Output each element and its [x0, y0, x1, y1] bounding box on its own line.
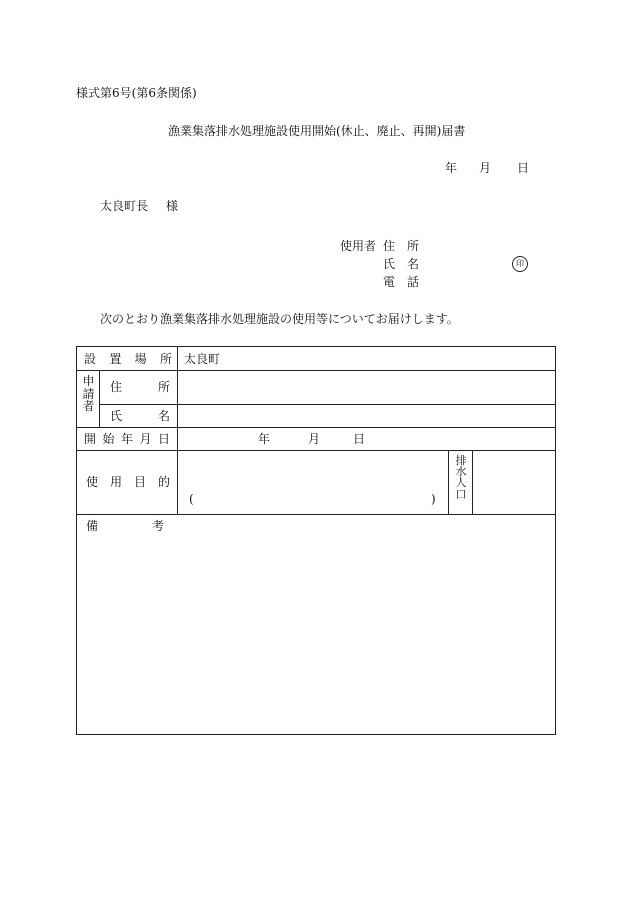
applicant-lead: 使用者 — [340, 239, 377, 253]
document-title: 漁業集落排水処理施設使用開始(休止、廃止、再開)届書 — [168, 124, 466, 138]
applicant-address-field[interactable] — [178, 371, 555, 404]
purpose-paren-close: ) — [431, 492, 436, 506]
applicant-block — [340, 237, 428, 291]
rule — [448, 450, 449, 514]
start-day-label: 日 — [353, 432, 366, 446]
addressee — [100, 200, 178, 212]
date-day-label: 日 — [517, 161, 530, 175]
applicant-name-field[interactable] — [178, 405, 555, 427]
start-month-label: 月 — [308, 432, 321, 446]
date-year-label: 年 — [445, 161, 458, 175]
drainage-population-label: 排 水 人 口 — [455, 454, 467, 501]
seal-mark: 印 — [512, 256, 528, 272]
applicant-section-label: 申 請 者 — [82, 374, 95, 414]
purpose-paren-open: ( — [189, 492, 194, 506]
applicant-address-label: 住 所 — [383, 239, 420, 253]
applicant-address-row-label: 住 所 — [110, 380, 170, 394]
date-month-label: 月 — [479, 161, 492, 175]
notification-form-table — [76, 346, 556, 735]
submission-date — [445, 162, 529, 174]
remarks-label: 備 考 — [86, 519, 164, 533]
rule — [99, 370, 100, 427]
purpose-label: 使 用 目 的 — [86, 475, 170, 489]
location-label: 設 置 場 所 — [84, 352, 172, 366]
applicant-name-row-label: 氏 名 — [110, 409, 170, 423]
intro-text: 次のとおり漁業集落排水処理施設の使用等についてお届けします。 — [100, 312, 459, 326]
applicant-phone-label: 電 話 — [383, 275, 420, 289]
drainage-population-field[interactable] — [473, 451, 555, 514]
remarks-field[interactable] — [77, 515, 555, 734]
rule — [77, 427, 555, 428]
applicant-name-label: 氏 名 — [383, 257, 420, 271]
purpose-field[interactable] — [178, 451, 448, 514]
start-date-label: 開 始 年 月 日 — [84, 432, 170, 446]
addressee-honorific: 様 — [166, 199, 179, 213]
location-value: 太良町 — [184, 352, 221, 366]
form-number: 様式第6号(第6条関係) — [76, 86, 197, 100]
addressee-name: 太良町長 — [100, 199, 149, 213]
start-year-label: 年 — [258, 432, 271, 446]
